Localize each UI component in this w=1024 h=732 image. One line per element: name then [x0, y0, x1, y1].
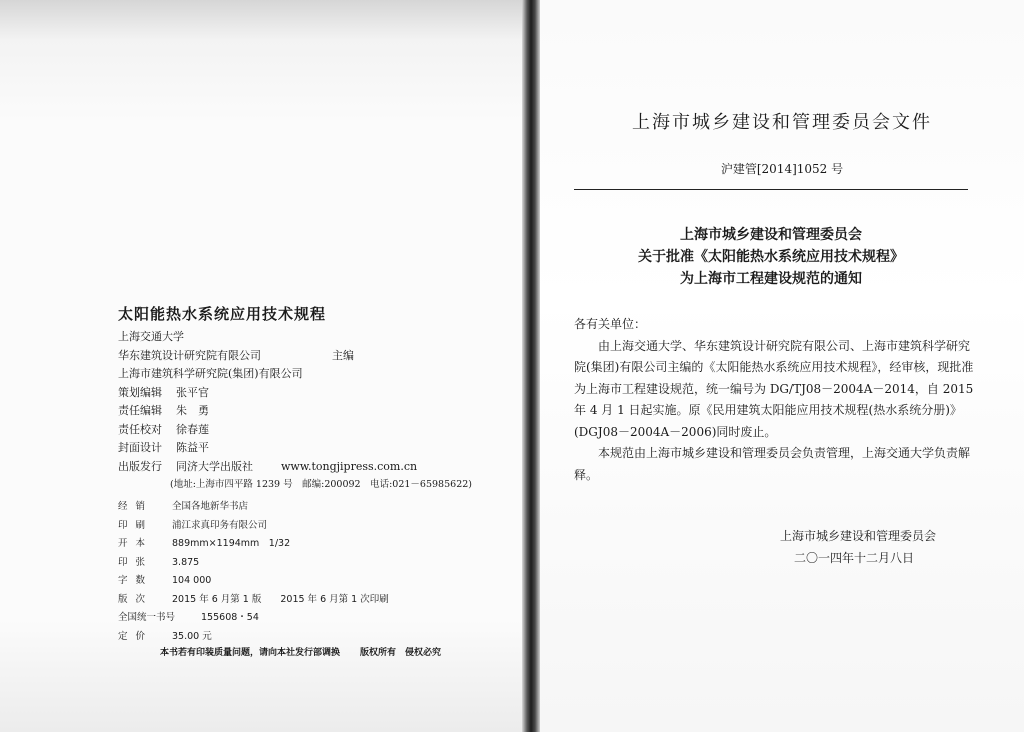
- pub-row: [118, 517, 389, 536]
- publisher-label: 出版发行: [118, 459, 162, 473]
- pub-value: 浦江求真印务有限公司: [172, 519, 268, 531]
- publisher-address: (地址:上海市四平路 1239 号 邮编:200092 电话:021－65985622): [170, 479, 472, 490]
- pub-label: 经销: [118, 501, 154, 512]
- staff-value: 徐春莲: [176, 422, 209, 436]
- pub-row: [118, 609, 389, 628]
- pub-label: 版次: [118, 593, 154, 605]
- pub-row: [118, 535, 389, 554]
- staff-label: 责任编辑: [118, 404, 162, 417]
- document-header: 上海市城乡建设和管理委员会文件: [632, 112, 932, 133]
- staff-label: 责任校对: [118, 422, 162, 436]
- signature-date: 二〇一四年十二月八日: [794, 551, 915, 565]
- pub-label: 定价: [118, 630, 154, 642]
- staff-row: [118, 439, 472, 458]
- staff-row: [118, 402, 472, 421]
- notice-title: [574, 224, 968, 290]
- salutation: 各有关单位：: [574, 317, 647, 331]
- staff-row: [118, 421, 472, 440]
- notice-body: [574, 314, 974, 486]
- notice-title-line: 上海市城乡建设和管理委员会: [680, 227, 862, 243]
- signature-block: [780, 525, 936, 569]
- signature-org: 上海市城乡建设和管理委员会: [780, 529, 937, 543]
- quality-notice: [160, 645, 441, 658]
- pub-label: 开本: [118, 538, 154, 549]
- credit-row: [118, 328, 472, 347]
- pub-label: 印张: [118, 556, 154, 568]
- credit-org: 华东建筑设计研究院有限公司: [118, 348, 261, 362]
- pub-label: 全国统一书号: [118, 612, 176, 623]
- notice-title-line: 关于批准《太阳能热水系统应用技术规程》: [638, 249, 904, 265]
- pub-value: 104 000: [172, 575, 212, 586]
- staff-value: 张平官: [176, 385, 209, 399]
- staff-label: 策划编辑: [118, 385, 162, 399]
- pub-label: 字数: [118, 575, 154, 586]
- pub-value: 35.00 元: [172, 630, 212, 642]
- pub-row: [118, 572, 389, 591]
- pub-row: [118, 591, 389, 610]
- staff-value: 朱 勇: [176, 404, 209, 417]
- credit-row: [118, 347, 472, 366]
- pub-row: [118, 628, 389, 647]
- pub-value: 2015 年 6 月第 1 版 2015 年 6 月第 1 次印刷: [172, 593, 389, 605]
- credit-org: 上海交通大学: [118, 330, 184, 343]
- pub-value: 155608・54: [201, 612, 259, 623]
- book-spine: [522, 0, 540, 732]
- rights-text: 版权所有 侵权必究: [360, 648, 442, 658]
- pub-label: 印刷: [118, 519, 154, 531]
- publication-info: [118, 498, 389, 646]
- credit-org: 上海市建筑科学研究院(集团)有限公司: [118, 367, 303, 380]
- publisher-row: [118, 458, 472, 477]
- pub-row: [118, 554, 389, 573]
- staff-label: 封面设计: [118, 441, 162, 454]
- pub-value: 3.875: [172, 556, 200, 568]
- publisher-website: www.tongjipress.com.cn: [281, 459, 418, 473]
- pub-row: [118, 498, 389, 517]
- pub-value: 889mm×1194mm 1/32: [172, 538, 291, 549]
- header-divider: [574, 189, 968, 190]
- quality-notice-text: 本书若有印装质量问题，请向本社发行部调换: [160, 648, 341, 658]
- body-paragraph: 由上海交通大学、华东建筑设计研究院有限公司、上海市建筑科学研究院(集团)有限公司主编的《太阳能热水系统应用技术规程》，经审核，现批准为上海市工程建设规范，统一编号为 DG/TJ08－2004A－2014，自 2015 年 4 月 1 日起实施。原《民用建筑太阳能应用技术规程(热水系统分册)》(DGJ08－2004A－2006)同时废止。: [574, 338, 974, 439]
- credit-role: 主编: [332, 348, 354, 362]
- notice-title-line: 为上海市工程建设规范的通知: [680, 271, 862, 287]
- book-title: 太阳能热水系统应用技术规程: [118, 305, 327, 323]
- pub-value: 全国各地新华书店: [172, 501, 249, 512]
- staff-row: [118, 384, 472, 403]
- document-number: 沪建管[2014]1052 号: [720, 162, 844, 176]
- staff-value: 陈益平: [176, 441, 209, 454]
- credits-block: [118, 328, 472, 495]
- body-paragraph: 本规范由上海市城乡建设和管理委员会负责管理，上海交通大学负责解释。: [574, 446, 971, 482]
- credit-row: [118, 365, 472, 384]
- publisher-name: 同济大学出版社: [176, 459, 253, 473]
